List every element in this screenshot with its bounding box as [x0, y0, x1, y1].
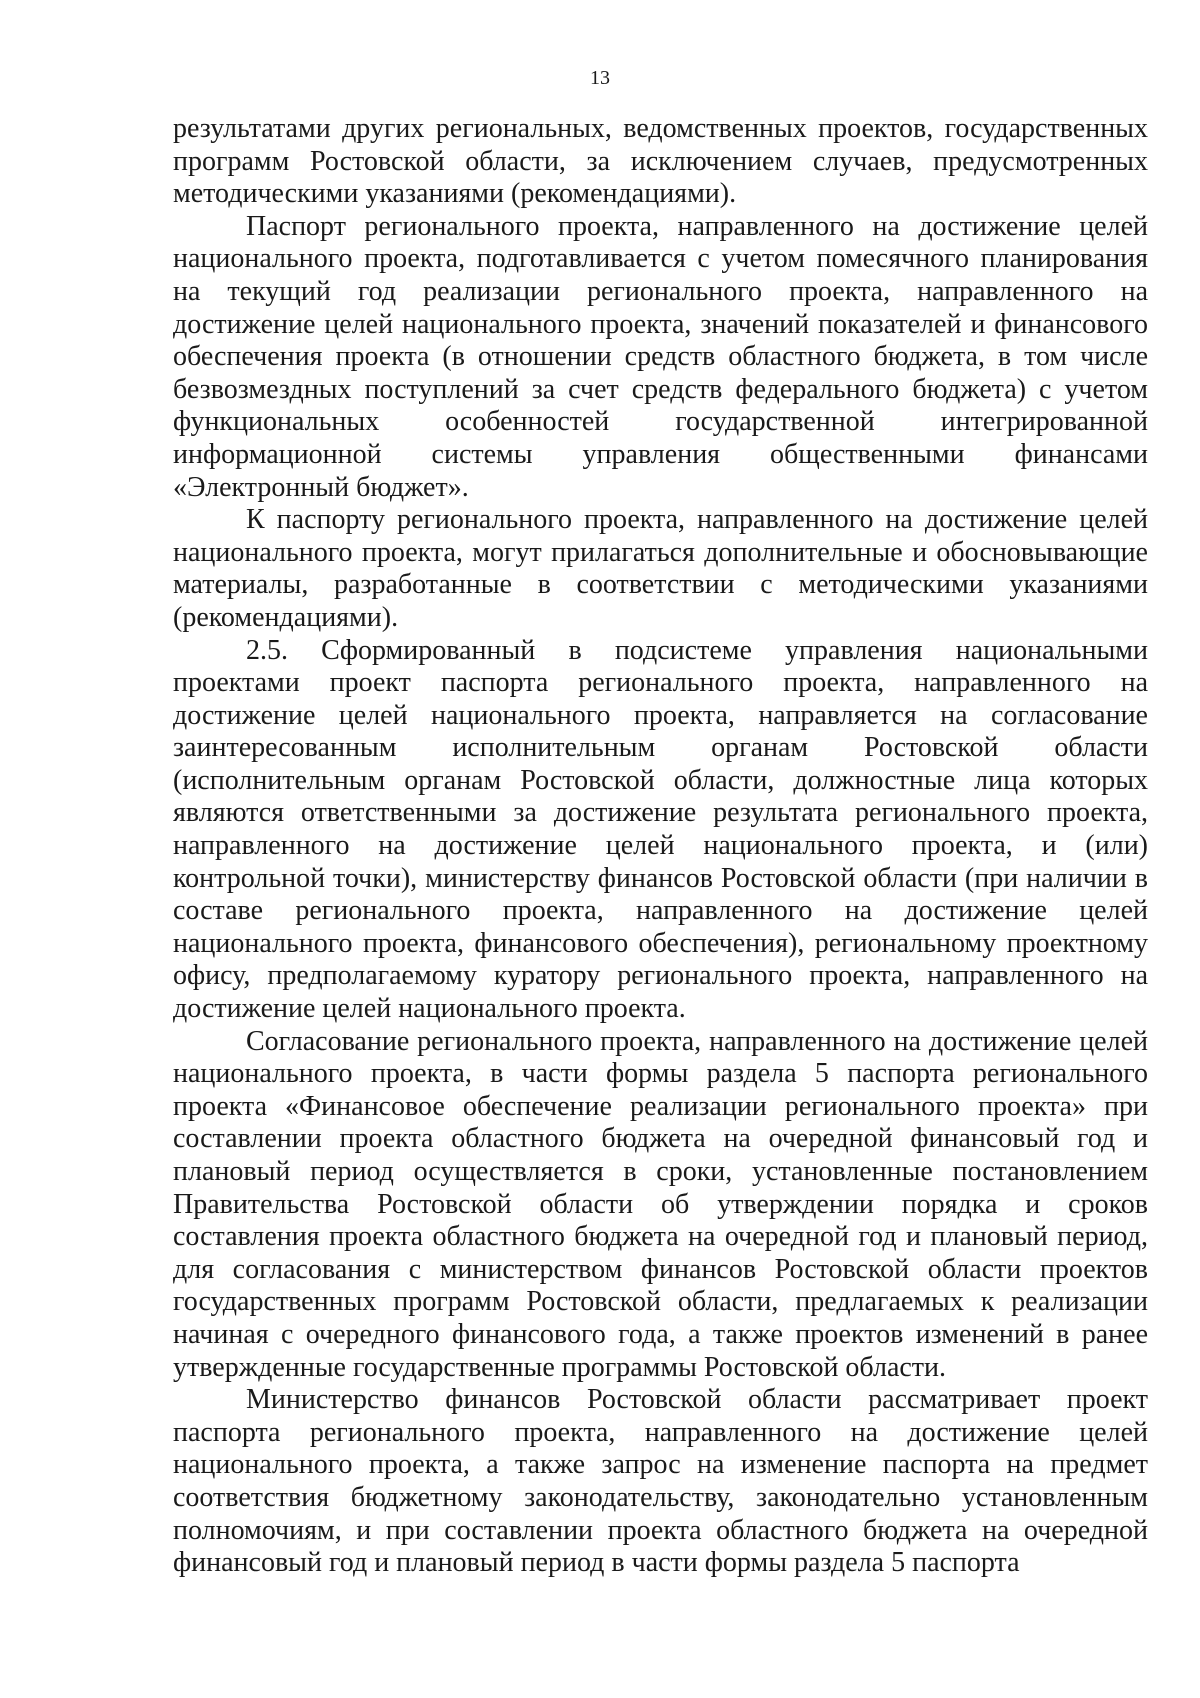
paragraph-ministry-review: Министерство финансов Ростовской области рассматривает проект паспорта регионального проекта, направленного на достижение целей национального проекта, а также запрос на изменение паспорта на предмет соответствия бюджетному законодательству, законодательно установленным полномочиям, и при составлении проекта областного бюджета на очередной финансовый год и плановый период в части формы раздела 5 паспорта: [173, 1384, 1148, 1579]
paragraph-approval-section-5: Согласование регионального проекта, направленного на достижение целей национального проекта, в части формы раздела 5 паспорта регионального проекта «Финансовое обеспечение реализации регионального проекта» при составлении проекта областного бюджета на очередной финансовый год и плановый период осуществляется в сроки, установленные постановлением Правительства Ростовской области об утверждении порядка и сроков составления проекта областного бюджета на очередной год и плановый период, для согласования с министерством финансов Ростовской области проектов государственных программ Ростовской области, предлагаемых к реализации начиная с очередного финансового года, а также проектов изменений в ранее утвержденные государственные программы Ростовской области.: [173, 1025, 1148, 1383]
page-number: 13: [590, 67, 610, 89]
document-body: [173, 113, 1148, 1580]
paragraph-passport-preparation: Паспорт регионального проекта, направленного на достижение целей национального проекта, подготавливается с учетом помесячного планирования на текущий год реализации регионального проекта, направленного на достижение целей национального проекта, значений показателей и финансового обеспечения проекта (в отношении средств областного бюджета, в том числе безвозмездных поступлений за счет средств федерального бюджета) с учетом функциональных особенностей государственной интегрированной информационной системы управления общественными финансами «Электронный бюджет».: [173, 210, 1148, 503]
paragraph-section-2-5: 2.5. Сформированный в подсистеме управления национальными проектами проект паспорта регионального проекта, направленного на достижение целей национального проекта, направляется на согласование заинтересованным исполнительным органам Ростовской области (исполнительным органам Ростовской области, должностные лица которых являются ответственными за достижение результата регионального проекта, направленного на достижение целей национального проекта, и (или) контрольной точки), министерству финансов Ростовской области (при наличии в составе регионального проекта, направленного на достижение целей национального проекта, финансового обеспечения), региональному проектному офису, предполагаемому куратору регионального проекта, направленного на достижение целей национального проекта.: [173, 634, 1148, 1025]
paragraph-continuation: результатами других региональных, ведомственных проектов, государственных программ Ростовской области, за исключением случаев, предусмотренных методическими указаниями (рекомендациями).: [173, 113, 1148, 210]
paragraph-passport-attachments: К паспорту регионального проекта, направленного на достижение целей национального проекта, могут прилагаться дополнительные и обосновывающие материалы, разработанные в соответствии с методическими указаниями (рекомендациями).: [173, 504, 1148, 633]
